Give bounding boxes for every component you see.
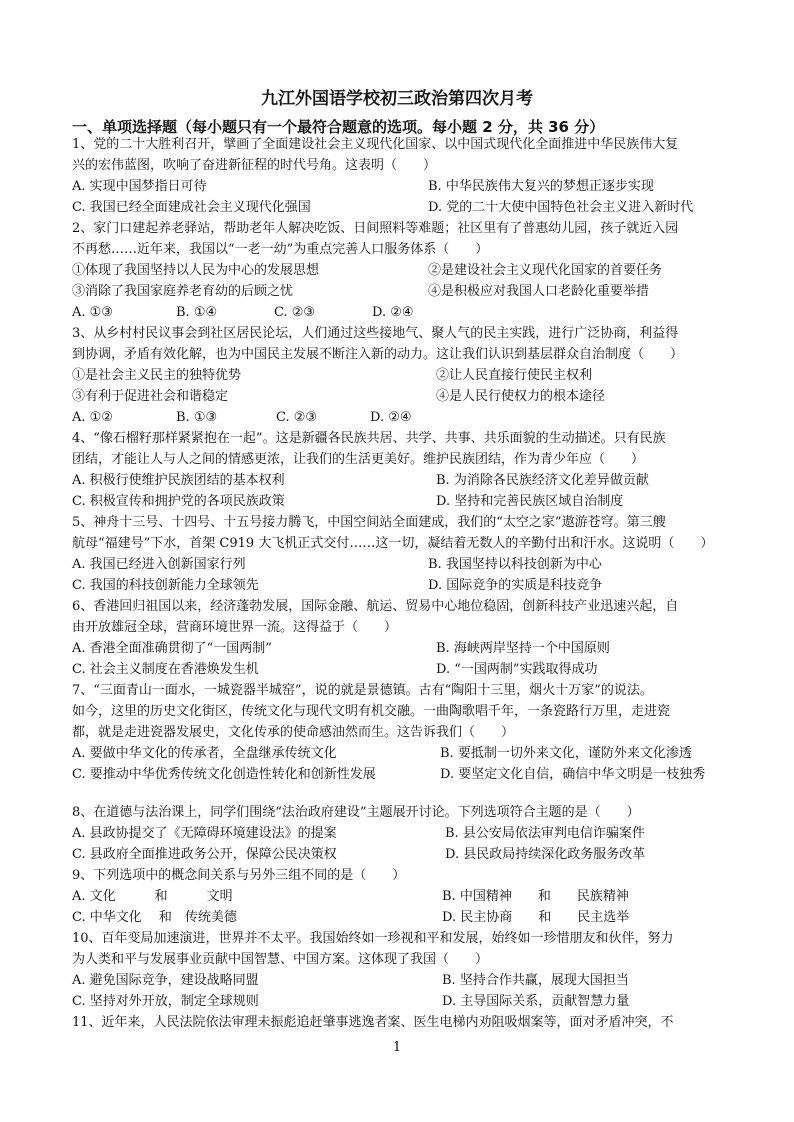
question-9-option-c: C. 中华文化 和 传统美德 bbox=[72, 910, 237, 925]
question-10-line-2: 为人类和平与发展事业贡献中国智慧、中国方案。这体现了我国（ ） bbox=[72, 952, 489, 967]
question-2-statement-3: ③消除了我国家庭养老育幼的后顾之忧 bbox=[72, 284, 294, 299]
question-9-option-b: B. 中国精神 和 民族精神 bbox=[442, 889, 629, 904]
question-7-option-d: D. 要坚定文化自信，确信中华文明是一枝独秀 bbox=[440, 767, 706, 782]
question-5-option-c: C. 我国的科技创新能力全球领先 bbox=[72, 578, 259, 593]
question-8-option-b: B. 县公安局依法审判电信诈骗案件 bbox=[445, 826, 645, 841]
question-6-line-2: 由开放雄冠全球，营商环境世界一流。这得益于（ ） bbox=[72, 620, 398, 635]
question-9-line-1: 9、下列选项中的概念间关系与另外三组不同的是（ ） bbox=[72, 868, 406, 883]
question-10-option-a: A. 避免国际竞争，建设战略同盟 bbox=[72, 973, 259, 988]
question-3-statement-3: ③有利于促进社会和谐稳定 bbox=[72, 389, 229, 404]
question-4-line-1: 4、“像石榴籽那样紧紧抱在一起”。这是新疆各民族共居、共学、共事、共乐面貌的生动描述。只有民族 bbox=[72, 431, 666, 446]
question-10-option-d: D. 主导国际关系，贡献智慧力量 bbox=[442, 994, 630, 1009]
question-7-option-b: B. 要抵制一切外来文化，谨防外来文化渗透 bbox=[440, 746, 692, 761]
question-1-option-d: D. 党的二十大使中国特色社会主义进入新时代 bbox=[428, 200, 694, 215]
question-1-option-a: A. 实现中国梦指日可待 bbox=[72, 179, 207, 194]
question-3-statement-1: ①是社会主义民主的独特优势 bbox=[72, 368, 242, 383]
question-2-option-a: A. ①③ bbox=[72, 305, 113, 320]
question-10-line-1: 10、百年变局加速演进，世界并不太平。我国始终如一珍视和平和发展，始终如一珍惜朋友和伙伴，努力 bbox=[72, 931, 674, 946]
question-1-option-c: C. 我国已经全面建成社会主义现代化强国 bbox=[72, 200, 311, 215]
question-10-option-c: C. 坚持对外开放，制定全球规则 bbox=[72, 994, 259, 1009]
question-6-line-1: 6、香港回归祖国以来，经济蓬勃发展，国际金融、航运、贸易中心地位稳固，创新科技产业迅速兴起，自 bbox=[72, 599, 679, 614]
question-3-option-d: D. ②④ bbox=[370, 410, 412, 425]
question-6-option-c: C. 社会主义制度在香港焕发生机 bbox=[72, 662, 259, 677]
question-7-option-a: A. 要做中华文化的传承者，全盘继承传统文化 bbox=[72, 746, 337, 761]
section-heading: 一、单项选择题（每小题只有一个最符合题意的选项。每小题 2 分，共 36 分） bbox=[72, 118, 605, 136]
question-7-line-3: 都，就是走进瓷器发展史，文化传承的使命感油然而生。这告诉我们（ ） bbox=[72, 725, 515, 740]
question-2-statement-4: ④是积极应对我国人口老龄化重要举措 bbox=[428, 284, 650, 299]
question-2-line-2: 不再愁……近年来，我国以“一老一幼”为重点完善人口服务体系（ ） bbox=[72, 242, 489, 257]
question-8-option-a: A. 县政协提交了《无障碍环境建设法》的提案 bbox=[72, 826, 337, 841]
question-4-option-c: C. 积极宣传和拥护党的各项民族政策 bbox=[72, 494, 285, 509]
question-4-option-a: A. 积极行使维护民族团结的基本权利 bbox=[72, 473, 285, 488]
question-2-line-1: 2、家门口建起养老驿站，帮助老年人解决吃饭、日间照料等难题；社区里有了普惠幼儿园，孩子就近入园 bbox=[72, 221, 679, 236]
question-3-option-c: C. ②③ bbox=[276, 410, 318, 425]
question-7-option-c: C. 要推动中华优秀传统文化创造性转化和创新性发展 bbox=[72, 767, 376, 782]
question-6-option-a: A. 香港全面准确贯彻了“一国两制” bbox=[72, 641, 272, 656]
question-5-line-1: 5、神舟十三号、十四号、十五号接力腾飞，中国空间站全面建成，我们的“太空之家”遨游苍穹。第三艘 bbox=[72, 515, 666, 530]
page-number: 1 bbox=[392, 1040, 402, 1055]
question-10-option-b: B. 坚持合作共赢，展现大国担当 bbox=[442, 973, 629, 988]
question-3-option-a: A. ①② bbox=[72, 410, 113, 425]
question-3-line-2: 到协调，矛盾有效化解，也为中国民主发展不断注入新的动力。这让我们认识到基层群众自治制度（ ） bbox=[72, 347, 684, 362]
question-6-option-b: B. 海峡两岸坚持一个中国原则 bbox=[436, 641, 610, 656]
question-7-line-2: 如今，这里的历史文化街区，传统文化与现代文明有机交融。一曲陶歌唱千年，一条瓷路行万里，走进瓷 bbox=[72, 704, 671, 719]
question-8-option-c: C. 县政府全面推进政务公开，保障公民决策权 bbox=[72, 847, 337, 862]
question-11-line-1: 11、近年来，人民法院依法审理未振彪追赶肇事逃逸者案、医生电梯内劝阻吸烟案等，面对矛盾冲突，不 bbox=[72, 1015, 674, 1030]
question-8-line-1: 8、在道德与法治课上，同学们围绕“法治政府建设”主题展开讨论。下列选项符合主题的是（ ） bbox=[72, 805, 640, 820]
question-2-option-c: C. ②③ bbox=[274, 305, 316, 320]
question-5-option-d: D. 国际竞争的实质是科技竞争 bbox=[428, 578, 603, 593]
question-4-option-b: B. 为消除各民族经济文化差异做贡献 bbox=[436, 473, 649, 488]
question-7-line-1: 7、“三面青山一面水，一城瓷器半城窑”，说的就是景德镇。古有“陶阳十三里，烟火十万家”的说法。 bbox=[72, 683, 653, 698]
exam-title: 九江外国语学校初三政治第四次月考 bbox=[261, 89, 533, 109]
question-6-option-d: D. “一国两制”实践取得成功 bbox=[436, 662, 598, 677]
question-1-line-2: 兴的宏伟蓝图，吹响了奋进新征程的时代号角。这表明（ ） bbox=[72, 158, 437, 173]
question-3-option-b: B. ①③ bbox=[176, 410, 218, 425]
question-3-line-1: 3、从乡村村民议事会到社区居民论坛，人们通过这些接地气、聚人气的民主实践，进行广泛协商，利益得 bbox=[72, 326, 679, 341]
question-2-statement-2: ②是建设社会主义现代化国家的首要任务 bbox=[428, 263, 663, 278]
question-4-line-2: 团结，才能让人与人之间的情感更浓，让我们的生活更美好。维护民族团结，作为青少年应（ ） bbox=[72, 452, 645, 467]
question-3-statement-4: ④是人民行使权力的根本途径 bbox=[436, 389, 606, 404]
question-5-line-2: 航母“福建号”下水，首架 C919 大飞机正式交付……这一切，凝结着无数人的辛勤付出和汗水。这说明（ ） bbox=[72, 536, 714, 551]
question-3-statement-2: ②让人民直接行使民主权利 bbox=[436, 368, 593, 383]
question-5-option-a: A. 我国已经进入创新国家行列 bbox=[72, 557, 246, 572]
question-2-statement-1: ①体现了我国坚持以人民为中心的发展思想 bbox=[72, 263, 320, 278]
question-1-line-1: 1、党的二十大胜利召开，擘画了全面建设社会主义现代化国家、以中国式现代化全面推进中华民族伟大复 bbox=[72, 137, 679, 152]
question-2-option-b: B. ①④ bbox=[176, 305, 218, 320]
question-4-option-d: D. 坚持和完善民族区域自治制度 bbox=[436, 494, 624, 509]
question-5-option-b: B. 我国坚持以科技创新为中心 bbox=[428, 557, 602, 572]
question-9-option-d: D. 民主协商 和 民主选举 bbox=[442, 910, 630, 925]
question-2-option-d: D. ②④ bbox=[372, 305, 414, 320]
question-9-option-a: A. 文化 和 文明 bbox=[72, 889, 233, 904]
question-1-option-b: B. 中华民族伟大复兴的梦想正逐步实现 bbox=[428, 179, 654, 194]
question-8-option-d: D. 县民政局持续深化政务服务改革 bbox=[445, 847, 646, 862]
